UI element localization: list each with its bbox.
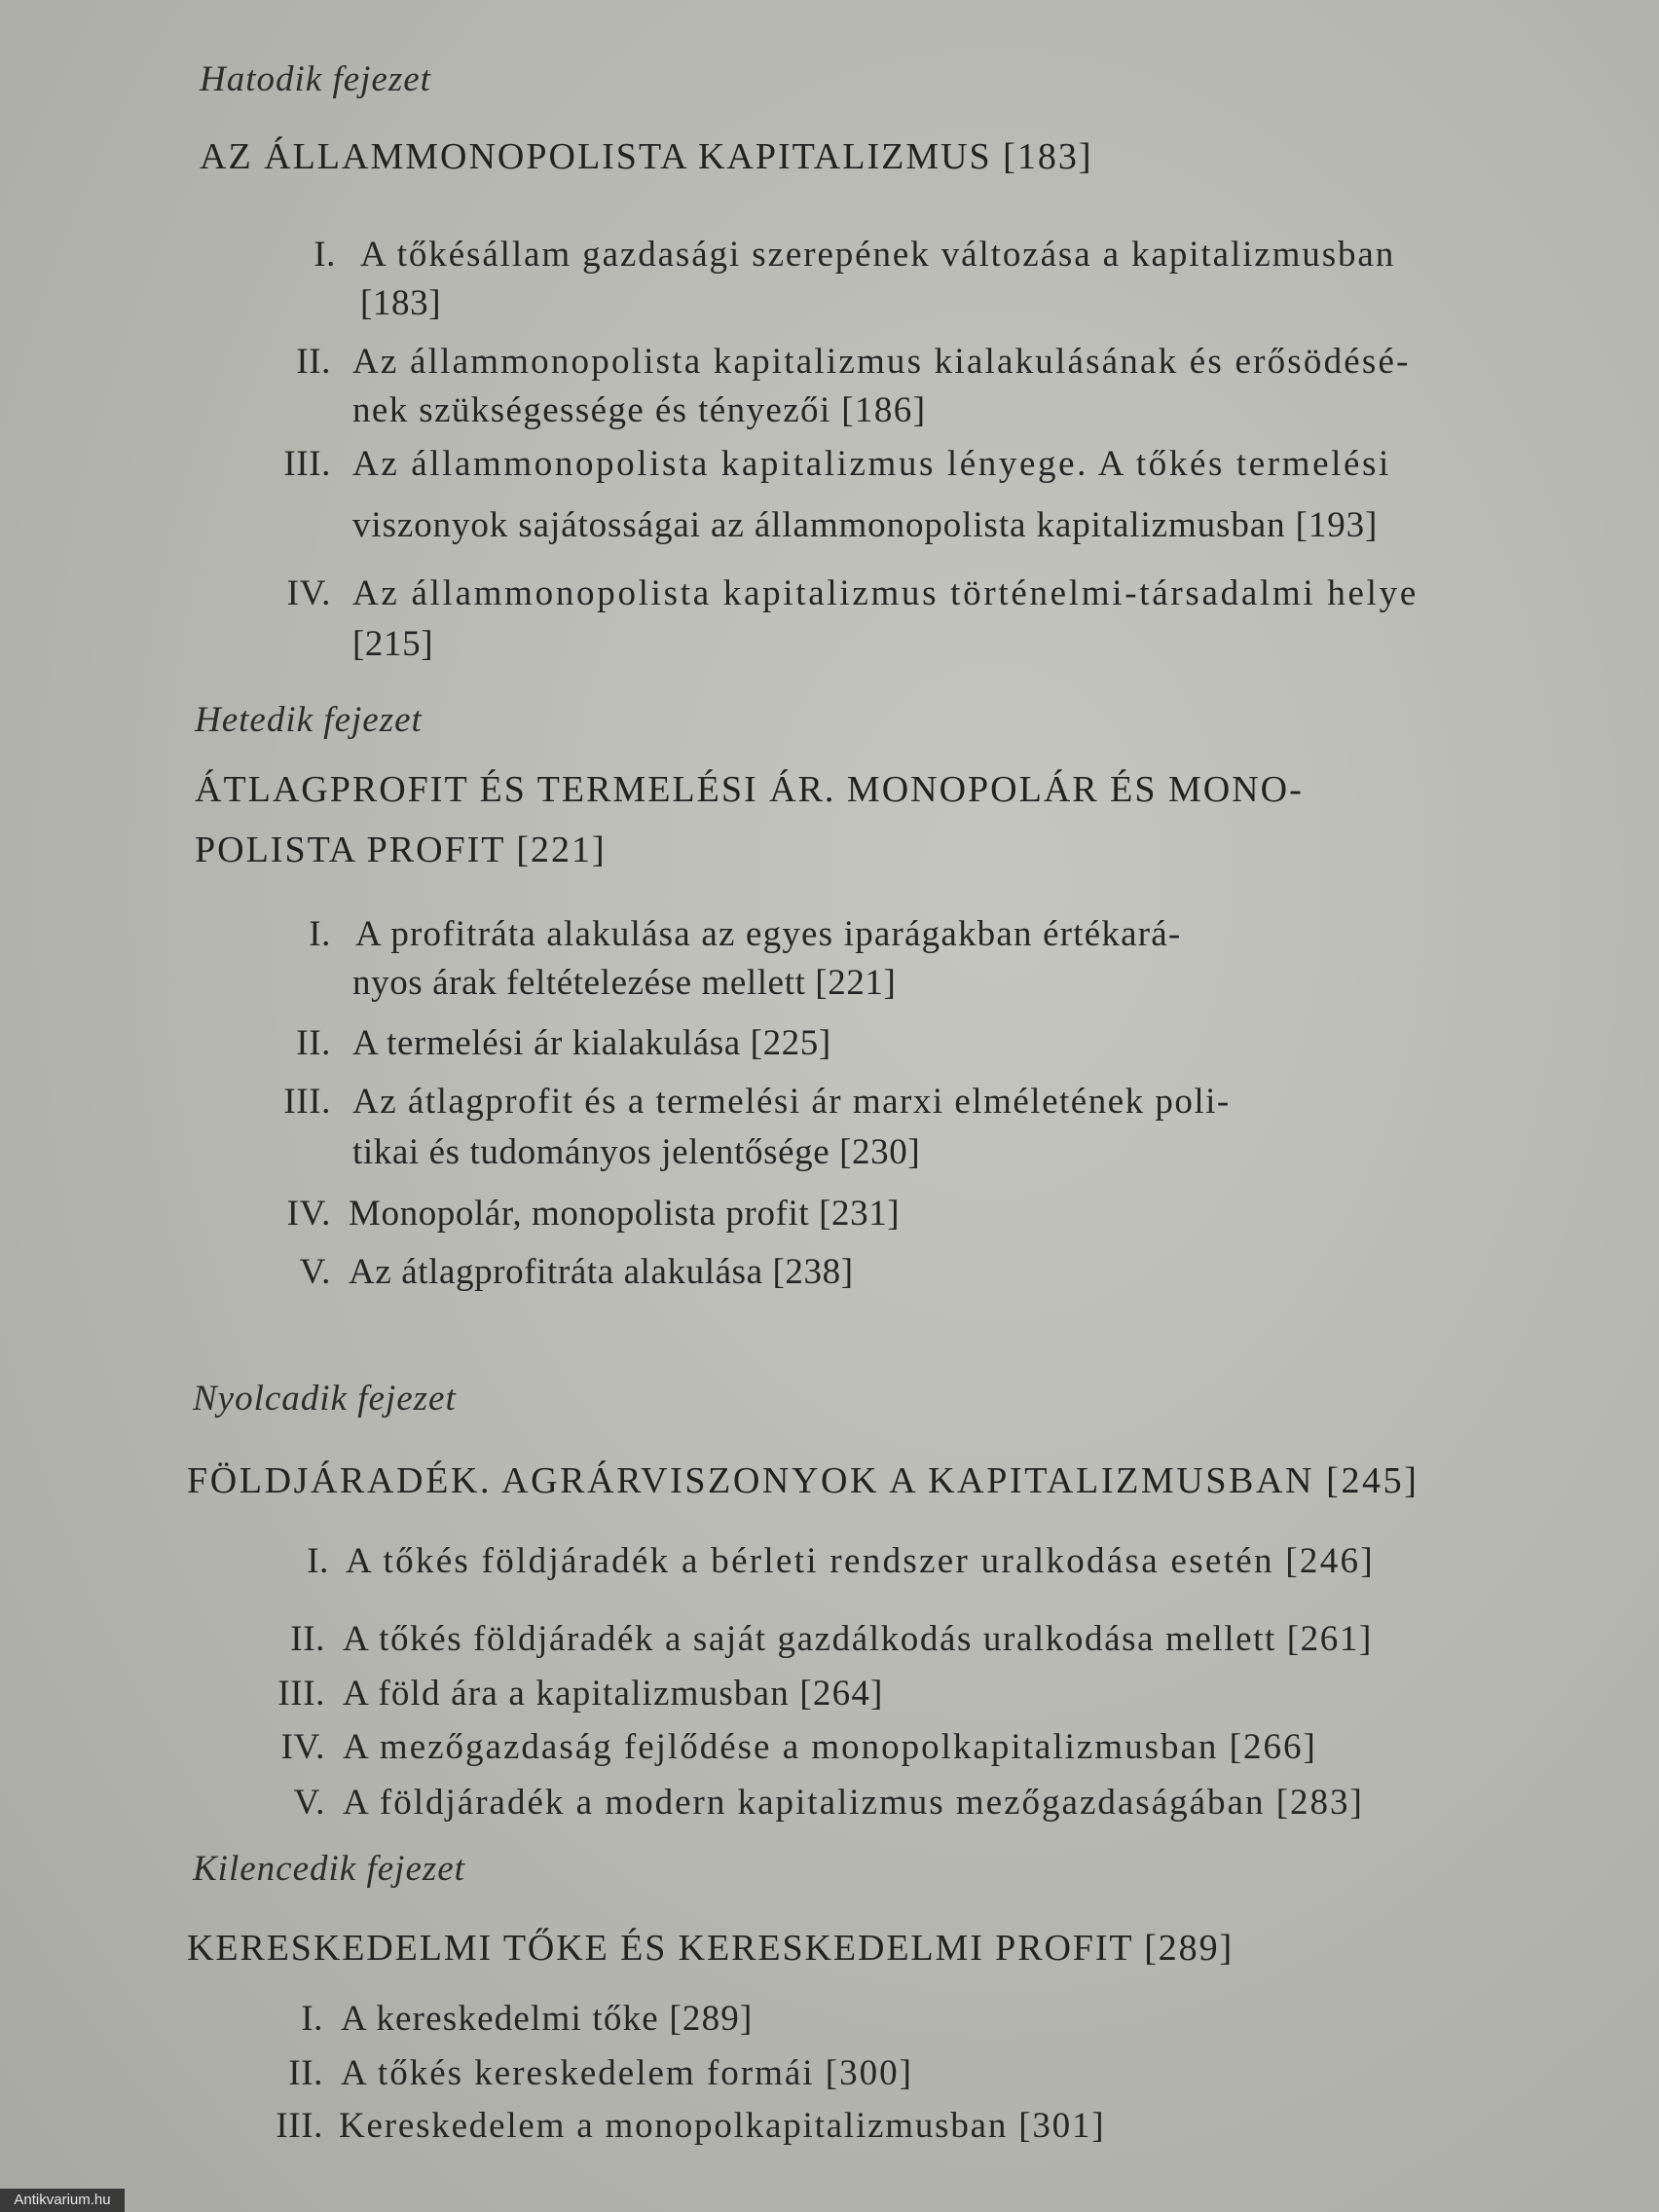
- entry-number: V.: [299, 1252, 331, 1292]
- chapter-title: KERESKEDELMI TŐKE ÉS KERESKEDELMI PROFIT [289]: [187, 1928, 1235, 1969]
- entry-number: II.: [296, 342, 331, 382]
- entry-text: Az állammonopolista kapitalizmus kialakulásának és erősödésé-: [352, 342, 1411, 382]
- entry-number: III.: [283, 1082, 331, 1122]
- entry-text: Monopolár, monopolista profit [231]: [349, 1194, 901, 1234]
- entry-text: A föld ára a kapitalizmusban [264]: [343, 1674, 884, 1714]
- entry-number: III.: [276, 2106, 323, 2146]
- entry-number: II.: [290, 1619, 325, 1659]
- entry-text: A földjáradék a modern kapitalizmus mezőgazdaságában [283]: [343, 1783, 1364, 1823]
- entry-text: Az átlagprofitráta alakulása [238]: [349, 1252, 854, 1292]
- entry-number: IV.: [286, 1194, 331, 1234]
- entry-number: III.: [277, 1674, 325, 1714]
- entry-text-continued: [215]: [352, 624, 434, 664]
- chapter-title: ÁTLAGPROFIT ÉS TERMELÉSI ÁR. MONOPOLÁR ÉS MONO-: [195, 769, 1304, 810]
- entry-text-continued: nyos árak feltételezése mellett [221]: [352, 963, 897, 1003]
- entry-text: A tőkés földjáradék a bérleti rendszer uralkodása esetén [246]: [346, 1541, 1375, 1581]
- entry-text: A termelési ár kialakulása [225]: [352, 1023, 831, 1063]
- entry-number: I.: [313, 235, 336, 275]
- entry-number: II.: [296, 1023, 331, 1063]
- entry-text: Az állammonopolista kapitalizmus történelmi-társadalmi helye: [352, 573, 1419, 613]
- entry-text: Kereskedelem a monopolkapitalizmusban [301]: [339, 2106, 1106, 2146]
- chapter-title-continued: POLISTA PROFIT [221]: [195, 830, 607, 870]
- chapter-label: Kilencedik fejezet: [193, 1849, 465, 1889]
- chapter-title: AZ ÁLLAMMONOPOLISTA KAPITALIZMUS [183]: [200, 136, 1093, 177]
- entry-text-continued: nek szükségessége és tényezői [186]: [352, 390, 927, 430]
- entry-text: A tőkés kereskedelem formái [300]: [341, 2053, 913, 2093]
- entry-number: I.: [301, 1999, 323, 2039]
- entry-number: II.: [288, 2053, 323, 2093]
- chapter-label: Hetedik fejezet: [195, 700, 423, 740]
- entry-number: I.: [307, 1541, 329, 1581]
- site-watermark: Antikvarium.hu: [0, 2189, 125, 2212]
- chapter-label: Nyolcadik fejezet: [193, 1379, 457, 1419]
- entry-text-continued: tikai és tudományos jelentősége [230]: [352, 1132, 921, 1172]
- entry-number: V.: [293, 1783, 325, 1823]
- entry-text: A kereskedelmi tőke [289]: [341, 1999, 754, 2039]
- entry-text: A profitráta alakulása az egyes iparágakban értékará-: [355, 914, 1182, 954]
- entry-number: III.: [283, 444, 331, 484]
- entry-number: IV.: [280, 1727, 325, 1767]
- entry-text: A tőkésállam gazdasági szerepének változása a kapitalizmusban: [360, 235, 1396, 275]
- entry-text: A mezőgazdaság fejlődése a monopolkapitalizmusban [266]: [343, 1727, 1317, 1767]
- entry-text: Az átlagprofit és a termelési ár marxi elméletének poli-: [352, 1082, 1231, 1122]
- chapter-title: FÖLDJÁRADÉK. AGRÁRVISZONYOK A KAPITALIZMUSBAN [245]: [187, 1460, 1419, 1501]
- entry-text: A tőkés földjáradék a saját gazdálkodás uralkodása mellett [261]: [343, 1619, 1373, 1659]
- entry-text: Az állammonopolista kapitalizmus lényege. A tőkés termelési: [352, 444, 1391, 484]
- entry-number: IV.: [286, 573, 331, 613]
- entry-text-continued: viszonyok sajátosságai az állammonopolista kapitalizmusban [193]: [352, 505, 1379, 545]
- entry-number: I.: [309, 914, 331, 954]
- chapter-label: Hatodik fejezet: [200, 59, 431, 99]
- entry-text-continued: [183]: [360, 283, 442, 323]
